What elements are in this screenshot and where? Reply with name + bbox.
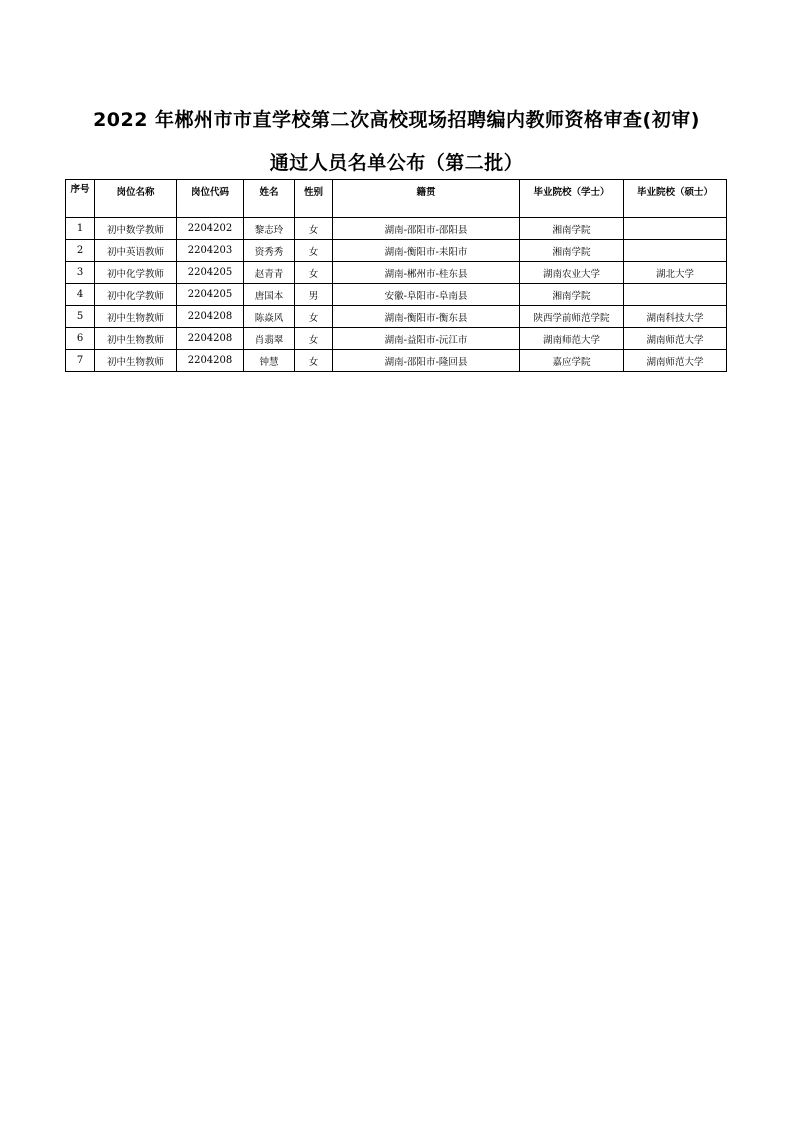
cell-seq: 1 [66, 218, 95, 240]
cell-native-place: 湖南-衡阳市-衡东县 [333, 306, 520, 328]
table-row [66, 350, 727, 372]
cell-master-school: 湖南师范大学 [624, 328, 727, 350]
cell-position-code: 2204205 [177, 262, 244, 284]
cell-gender: 女 [295, 262, 333, 284]
cell-seq: 5 [66, 306, 95, 328]
cell-position-name: 初中化学教师 [95, 262, 177, 284]
cell-position-code: 2204205 [177, 284, 244, 306]
cell-master-school: 湖南师范大学 [624, 350, 727, 372]
cell-native-place: 湖南-益阳市-沅江市 [333, 328, 520, 350]
cell-gender: 男 [295, 284, 333, 306]
cell-bachelor-school: 嘉应学院 [520, 350, 624, 372]
cell-position-name: 初中化学教师 [95, 284, 177, 306]
table-row [66, 328, 727, 350]
cell-master-school: 湖南科技大学 [624, 306, 727, 328]
cell-name: 赵青青 [244, 262, 295, 284]
cell-position-name: 初中英语教师 [95, 240, 177, 262]
table-header-row [66, 180, 727, 218]
table-row [66, 284, 727, 306]
header-bachelor-school: 毕业院校（学士） [520, 180, 624, 218]
cell-bachelor-school: 湖南农业大学 [520, 262, 624, 284]
cell-native-place: 湖南-郴州市-桂东县 [333, 262, 520, 284]
table-row [66, 218, 727, 240]
cell-seq: 6 [66, 328, 95, 350]
cell-bachelor-school: 湖南师范大学 [520, 328, 624, 350]
header-position-code: 岗位代码 [177, 180, 244, 218]
header-name: 姓名 [244, 180, 295, 218]
table-row [66, 240, 727, 262]
cell-position-code: 2204208 [177, 306, 244, 328]
cell-position-name: 初中数学教师 [95, 218, 177, 240]
cell-gender: 女 [295, 350, 333, 372]
cell-master-school [624, 218, 727, 240]
cell-native-place: 湖南-衡阳市-耒阳市 [333, 240, 520, 262]
cell-name: 黎志玲 [244, 218, 295, 240]
cell-master-school [624, 284, 727, 306]
cell-gender: 女 [295, 328, 333, 350]
header-native-place: 籍贯 [333, 180, 520, 218]
document-title-line-1: 2022 年郴州市市直学校第二次高校现场招聘编内教师资格审查(初审) [93, 109, 700, 131]
document-title-line-2: 通过人员名单公布（第二批） [269, 152, 524, 174]
cell-gender: 女 [295, 240, 333, 262]
cell-gender: 女 [295, 306, 333, 328]
cell-position-code: 2204208 [177, 350, 244, 372]
cell-name: 肖翡翠 [244, 328, 295, 350]
cell-master-school: 湖北大学 [624, 262, 727, 284]
table-row [66, 306, 727, 328]
cell-position-name: 初中生物教师 [95, 328, 177, 350]
header-position-name: 岗位名称 [95, 180, 177, 218]
cell-native-place: 安徽-阜阳市-阜南县 [333, 284, 520, 306]
cell-bachelor-school: 陕西学前师范学院 [520, 306, 624, 328]
cell-seq: 2 [66, 240, 95, 262]
cell-bachelor-school: 湘南学院 [520, 240, 624, 262]
cell-position-name: 初中生物教师 [95, 306, 177, 328]
cell-master-school [624, 240, 727, 262]
cell-gender: 女 [295, 218, 333, 240]
candidate-table [65, 179, 727, 372]
cell-name: 钟慧 [244, 350, 295, 372]
cell-seq: 7 [66, 350, 95, 372]
cell-name: 唐国本 [244, 284, 295, 306]
cell-bachelor-school: 湘南学院 [520, 284, 624, 306]
cell-name: 陈焱风 [244, 306, 295, 328]
cell-bachelor-school: 湘南学院 [520, 218, 624, 240]
cell-name: 资秀秀 [244, 240, 295, 262]
cell-position-code: 2204203 [177, 240, 244, 262]
cell-position-code: 2204208 [177, 328, 244, 350]
cell-position-name: 初中生物教师 [95, 350, 177, 372]
cell-position-code: 2204202 [177, 218, 244, 240]
header-gender: 性别 [295, 180, 333, 218]
cell-native-place: 湖南-邵阳市-邵阳县 [333, 218, 520, 240]
cell-seq: 3 [66, 262, 95, 284]
header-master-school: 毕业院校（硕士） [624, 180, 727, 218]
table-row [66, 262, 727, 284]
cell-native-place: 湖南-邵阳市-隆回县 [333, 350, 520, 372]
cell-seq: 4 [66, 284, 95, 306]
header-seq: 序号 [66, 180, 95, 218]
